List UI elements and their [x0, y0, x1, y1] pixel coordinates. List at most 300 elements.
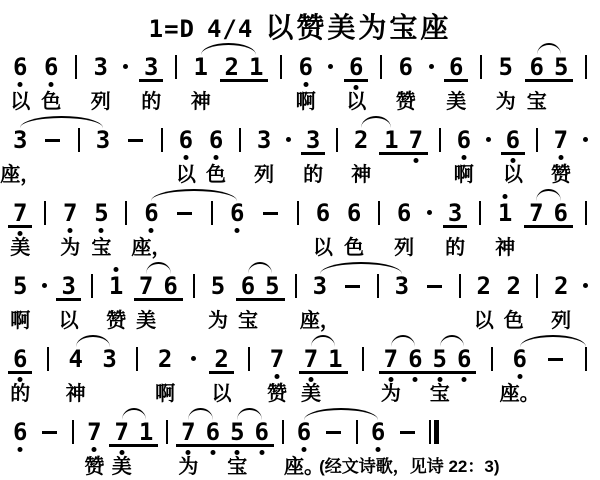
note-number: 6: [349, 53, 364, 81]
note: [507, 347, 531, 371]
note-number: 1: [384, 126, 399, 154]
barline-stroke: [378, 201, 380, 225]
lyric-syllable: 赞: [106, 310, 127, 332]
note: [8, 128, 32, 152]
barline: [234, 128, 246, 152]
barline-stroke: [166, 420, 168, 444]
barline: [580, 55, 592, 79]
note-number: 5: [498, 53, 513, 81]
lyric-syllable: 神: [495, 237, 516, 259]
slur-arc: [304, 408, 378, 420]
low-octave-dot: [18, 377, 23, 382]
low-octave-dot: [210, 450, 215, 455]
barline-stroke: [47, 347, 49, 371]
note: [342, 201, 366, 225]
note: [189, 55, 213, 79]
low-octave-dot: [259, 450, 264, 455]
note: [301, 128, 325, 152]
barline-stroke: [439, 128, 441, 152]
lyrics-row: [6, 383, 594, 407]
lyric-syllable: 以: [346, 91, 367, 113]
note: [250, 420, 274, 444]
note-number: 3: [256, 126, 272, 154]
note: [444, 55, 468, 79]
note-number: 4: [68, 345, 83, 373]
lyric-syllable: 以: [473, 310, 494, 332]
note-number: 7: [408, 126, 424, 154]
note-number: 7: [13, 199, 28, 227]
note-number: 2: [476, 272, 491, 300]
note-number: 6: [254, 418, 269, 446]
barline: [454, 274, 466, 298]
low-octave-dot: [49, 82, 54, 87]
lyric-syllable: 赞: [84, 456, 105, 478]
barline: [580, 347, 592, 371]
barline-stroke: [175, 55, 177, 79]
slur-arc: [20, 116, 103, 128]
barline: [131, 347, 143, 371]
dot-shape: [328, 64, 333, 69]
barline-stroke: [480, 55, 482, 79]
lyric-syllable: 列: [90, 91, 111, 113]
note: [244, 55, 268, 79]
note: [153, 347, 177, 371]
eighth-note-beam: [299, 347, 348, 374]
low-octave-dot: [183, 155, 188, 160]
low-octave-dot: [18, 447, 23, 452]
low-octave-dot: [92, 447, 97, 452]
low-octave-dot: [274, 374, 279, 379]
lyric-syllable: 啊: [295, 91, 316, 113]
barline-stroke: [491, 347, 493, 371]
note-number: 6: [315, 199, 331, 227]
dash-stroke: [345, 285, 360, 288]
note-number: 2: [506, 272, 521, 300]
eighth-note-beam: [443, 201, 467, 228]
dash-stroke: [548, 358, 563, 361]
note-number: 2: [214, 345, 229, 373]
slur-arc: [536, 189, 560, 201]
note: [452, 128, 476, 152]
lyrics-row: [0, 164, 594, 188]
note-number: 7: [303, 345, 319, 373]
lyric-syllable: 神: [190, 91, 211, 113]
note-number: 6: [13, 418, 28, 446]
eighth-note-beam: [344, 55, 368, 82]
lyric-syllable: 美: [10, 237, 31, 259]
note-number: 1: [138, 418, 154, 446]
barline: [331, 128, 343, 152]
barline: [434, 128, 446, 152]
system-6: [6, 407, 594, 480]
slur-arc: [440, 335, 464, 347]
note-number: 6: [298, 53, 313, 81]
high-octave-dot: [114, 267, 119, 272]
note: [428, 347, 452, 371]
scripture-reference: (经文诗歌，见诗 22：3): [319, 457, 500, 476]
note: [89, 201, 113, 225]
slur-arc: [237, 408, 261, 420]
barline: [206, 201, 218, 225]
low-octave-dot: [510, 158, 515, 163]
note-number: 3: [95, 126, 111, 154]
note: [97, 347, 121, 371]
note: [225, 201, 249, 225]
barline: [375, 55, 387, 79]
note: [443, 201, 467, 225]
eighth-note-beam: [524, 201, 573, 228]
barline-stroke: [125, 201, 127, 225]
duration-dash: [541, 358, 570, 371]
dash-stroke: [42, 431, 57, 434]
lyric-syllable: 座。: [499, 383, 540, 405]
barline-stroke: [459, 274, 461, 298]
note-number: 6: [240, 272, 256, 300]
dash-stroke: [45, 139, 60, 142]
eighth-note-beam: [8, 347, 32, 374]
lyric-syllable: 啊: [155, 383, 176, 405]
lyric-syllable: 以: [58, 310, 79, 332]
final-thick-stroke: [434, 420, 439, 444]
eighth-note-beam: [444, 55, 468, 82]
note: [220, 55, 244, 79]
note-number: 2: [553, 272, 569, 300]
note-number: 2: [224, 53, 239, 81]
note-number: 5: [13, 272, 28, 300]
eighth-note-beam: [134, 274, 183, 301]
duration-dash: [256, 212, 285, 225]
lyrics-row: [6, 237, 594, 261]
note: [404, 128, 428, 152]
slur-arc: [122, 408, 146, 420]
augmentation-dot: [423, 210, 436, 225]
low-octave-dot: [186, 450, 191, 455]
note-number: 6: [229, 199, 245, 227]
duration-dash: [338, 285, 367, 298]
lyric-syllable: 为: [178, 456, 199, 478]
barline: [372, 274, 384, 298]
note-number: 6: [396, 199, 412, 227]
note-number: 3: [61, 272, 76, 300]
dot-shape: [191, 356, 196, 361]
barline: [39, 201, 51, 225]
barline-stroke: [248, 347, 250, 371]
note: [225, 420, 249, 444]
low-octave-dot: [68, 228, 73, 233]
dot-shape: [429, 64, 434, 69]
note: [58, 201, 82, 225]
duration-dash: [319, 431, 348, 444]
note-number: 1: [497, 199, 513, 227]
note-number: 1: [108, 272, 124, 300]
lyric-syllable: 美: [300, 383, 321, 405]
note-number: 2: [157, 345, 173, 373]
note-number: 3: [305, 126, 321, 154]
eighth-note-beam: [236, 274, 285, 301]
note: [176, 420, 200, 444]
note: [82, 420, 106, 444]
barline-stroke: [336, 128, 338, 152]
lyric-syllable: 宝: [91, 237, 112, 259]
dash-stroke: [427, 285, 442, 288]
title-row: [6, 6, 594, 44]
lyric-syllable: 以: [211, 383, 232, 405]
barline: [275, 55, 287, 79]
note-number: 6: [408, 345, 423, 373]
note-number: 3: [447, 199, 463, 227]
slur-arc: [248, 262, 272, 274]
lyric-syllable: 的: [141, 91, 162, 113]
slur-arc: [188, 408, 212, 420]
eighth-note-beam: [176, 420, 274, 447]
high-octave-dot: [503, 194, 508, 199]
system-3: [6, 188, 594, 261]
note-number: 5: [94, 199, 109, 227]
note-number: 6: [144, 199, 159, 227]
barline: [42, 347, 54, 371]
eighth-note-beam: [56, 274, 80, 301]
note: [134, 274, 158, 298]
note: [89, 55, 113, 79]
barline: [486, 347, 498, 371]
note: [501, 128, 525, 152]
duration-dash: [35, 431, 64, 444]
note: [344, 55, 368, 79]
note: [139, 55, 163, 79]
lyric-syllable: 宝: [237, 310, 258, 332]
barline-stroke: [161, 128, 163, 152]
barline: [277, 420, 289, 444]
barline-stroke: [585, 55, 587, 79]
note-number: 6: [456, 126, 472, 154]
slur-arc: [76, 335, 110, 347]
barline-stroke: [297, 201, 299, 225]
system-2: [0, 115, 594, 188]
note-number: 3: [312, 272, 328, 300]
barline: [161, 420, 173, 444]
note: [390, 274, 414, 298]
barline-stroke: [75, 55, 77, 79]
barline: [243, 347, 255, 371]
lyric-syllable: 列: [551, 310, 572, 332]
lyric-syllable: 列: [254, 164, 275, 186]
barline-stroke: [44, 201, 46, 225]
low-octave-dot: [18, 231, 23, 236]
low-octave-dot: [308, 377, 313, 382]
note: [299, 347, 323, 371]
lyric-syllable: 宝: [526, 91, 547, 113]
eighth-note-beam: [220, 55, 269, 82]
eighth-note-beam: [525, 55, 574, 82]
lyric-syllable: 美: [111, 456, 132, 478]
barline: [73, 128, 85, 152]
note: [311, 201, 335, 225]
eighth-note-beam: [501, 128, 525, 155]
note: [392, 201, 416, 225]
lyric-syllable: 神: [351, 164, 372, 186]
slur-arc: [311, 335, 335, 347]
lyric-syllable: 座，: [299, 310, 340, 332]
barline-stroke: [479, 201, 481, 225]
song-title: 以赞美为宝座: [265, 11, 452, 44]
lyric-syllable: 的: [445, 237, 466, 259]
note: [265, 347, 289, 371]
lyric-syllable: 列: [394, 237, 415, 259]
note-number: 7: [553, 126, 569, 154]
lyric-syllable: 以: [502, 164, 523, 186]
eighth-note-beam: [301, 128, 325, 155]
augmentation-dot: [579, 137, 592, 152]
barline-stroke: [78, 128, 80, 152]
note-number: 1: [328, 345, 343, 373]
low-octave-dot: [558, 155, 563, 160]
duration-dash: [170, 212, 199, 225]
note: [206, 274, 230, 298]
notes-row: [6, 42, 594, 90]
note: [452, 347, 476, 371]
augmentation-dot: [282, 137, 295, 152]
low-octave-dot: [149, 228, 154, 233]
notes-row: [6, 407, 445, 455]
barline-stroke: [295, 274, 297, 298]
note: [139, 201, 163, 225]
augmentation-dot: [579, 283, 592, 298]
barline-stroke: [380, 55, 382, 79]
note: [39, 55, 63, 79]
note: [394, 55, 418, 79]
barline: [156, 128, 168, 152]
note-number: 6: [512, 345, 527, 373]
dot-shape: [427, 210, 432, 215]
lyric-syllable: 美: [136, 310, 157, 332]
system-5: [6, 334, 594, 407]
eighth-note-beam: [139, 55, 163, 82]
lyric-syllable: 啊: [453, 164, 474, 186]
low-octave-dot: [437, 377, 442, 382]
low-octave-dot: [301, 447, 306, 452]
eighth-note-beam: [209, 347, 233, 374]
note: [8, 55, 32, 79]
low-octave-dot: [461, 155, 466, 160]
notation-systems: [0, 42, 594, 480]
lyric-syllable: 美: [446, 91, 467, 113]
lyric-syllable: 神: [65, 383, 86, 405]
low-octave-dot: [119, 450, 124, 455]
note-number: 6: [205, 418, 221, 446]
barline: [580, 201, 592, 225]
augmentation-dot: [187, 356, 200, 371]
barline-stroke: [585, 347, 587, 371]
barline: [351, 420, 363, 444]
final-barline: [425, 420, 443, 444]
low-octave-dot: [303, 82, 308, 87]
lyric-syllable: 为: [380, 383, 401, 405]
note: [109, 420, 133, 444]
duration-dash: [420, 285, 449, 298]
note-number: 1: [248, 53, 264, 81]
final-thin-stroke: [429, 420, 431, 444]
low-octave-dot: [413, 377, 418, 382]
barline-stroke: [239, 128, 241, 152]
note: [403, 347, 427, 371]
lyric-syllable: 座，: [0, 164, 41, 186]
barline-stroke: [362, 347, 364, 371]
lyric-syllable: 以: [10, 91, 31, 113]
barline: [292, 201, 304, 225]
note-number: 5: [265, 272, 280, 300]
barline-stroke: [211, 201, 213, 225]
dot-shape: [583, 137, 588, 142]
barline-stroke: [91, 274, 93, 298]
note: [236, 274, 260, 298]
barline: [474, 201, 486, 225]
barline-stroke: [280, 55, 282, 79]
lyric-syllable: 赞: [395, 91, 416, 113]
note-number: 6: [398, 53, 413, 81]
note-number: 5: [553, 53, 569, 81]
note-number: 6: [13, 53, 28, 81]
low-octave-dot: [462, 377, 467, 382]
note-number: 6: [13, 345, 28, 373]
note: [292, 420, 316, 444]
note: [8, 201, 32, 225]
lyric-syllable: 以: [175, 164, 196, 186]
eighth-note-beam: [379, 128, 428, 155]
eighth-note-beam: [379, 347, 477, 374]
low-octave-dot: [18, 82, 23, 87]
barline: [531, 274, 543, 298]
lyric-syllable: 为: [495, 91, 516, 113]
note-number: 3: [102, 345, 117, 373]
dot-shape: [583, 283, 588, 288]
note: [525, 55, 549, 79]
notes-row: [6, 188, 594, 236]
barline: [531, 128, 543, 152]
duration-dash: [121, 139, 150, 152]
dash-stroke: [263, 212, 278, 215]
note: [308, 274, 332, 298]
note-number: 7: [114, 418, 129, 446]
note-number: 7: [138, 272, 154, 300]
time-signature: 4/4: [206, 15, 254, 43]
note-number: 3: [93, 53, 108, 81]
note: [549, 128, 573, 152]
note-number: 5: [210, 272, 226, 300]
lyric-syllable: 宝: [227, 456, 248, 478]
note-number: 7: [529, 199, 544, 227]
note: [493, 201, 517, 225]
note-number: 7: [62, 199, 78, 227]
slur-arc: [537, 43, 561, 55]
note-number: 1: [193, 53, 208, 81]
lyrics-row: [6, 91, 594, 115]
note-number: 3: [144, 53, 159, 81]
note-number: 5: [432, 345, 447, 373]
lyric-syllable: 赞: [550, 164, 571, 186]
augmentation-dot: [482, 137, 495, 152]
barline: [170, 55, 182, 79]
note: [323, 347, 347, 371]
note-number: 6: [370, 418, 386, 446]
note: [252, 128, 276, 152]
lyric-syllable: 色: [206, 164, 227, 186]
note: [204, 128, 228, 152]
note-number: 7: [87, 418, 102, 446]
barline: [475, 55, 487, 79]
augmentation-dot: [324, 64, 337, 79]
lyric-syllable: 座。: [283, 456, 324, 478]
low-octave-dot: [388, 377, 393, 382]
